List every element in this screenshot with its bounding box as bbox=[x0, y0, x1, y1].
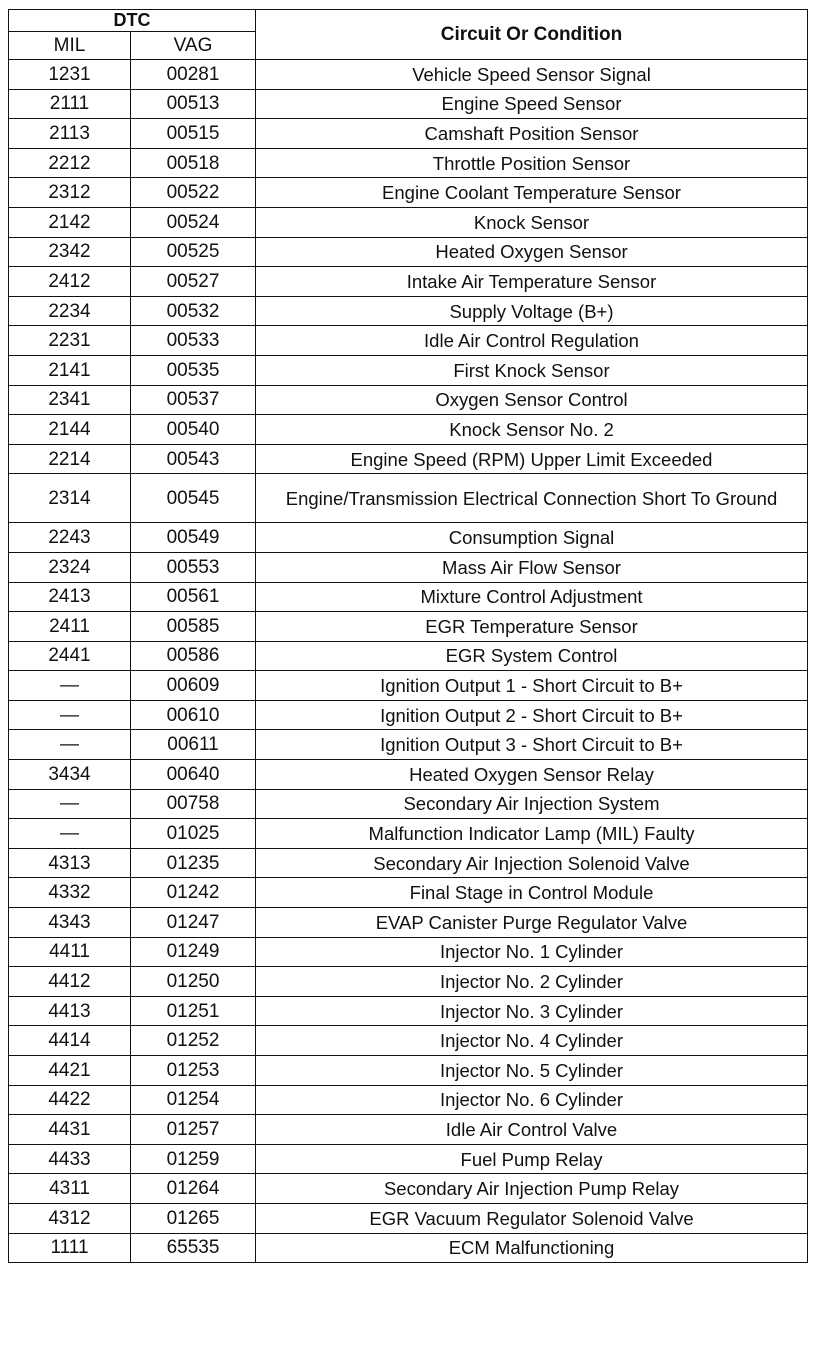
table-row bbox=[9, 148, 808, 178]
vag-code-cell: 00609 bbox=[131, 671, 256, 701]
vag-code-cell: 00553 bbox=[131, 552, 256, 582]
condition-cell: Secondary Air Injection System bbox=[256, 789, 808, 819]
condition-cell: Knock Sensor bbox=[256, 207, 808, 237]
vag-code-cell: 00532 bbox=[131, 296, 256, 326]
condition-cell: Injector No. 4 Cylinder bbox=[256, 1026, 808, 1056]
mil-code-cell: 2234 bbox=[9, 296, 131, 326]
vag-code-cell: 00524 bbox=[131, 207, 256, 237]
condition-cell: Secondary Air Injection Pump Relay bbox=[256, 1174, 808, 1204]
mil-code-cell: 2441 bbox=[9, 641, 131, 671]
vag-code-cell: 01247 bbox=[131, 908, 256, 938]
vag-code-cell: 00518 bbox=[131, 148, 256, 178]
vag-code-cell: 00561 bbox=[131, 582, 256, 612]
vag-code-cell: 00533 bbox=[131, 326, 256, 356]
condition-cell: Ignition Output 1 - Short Circuit to B+ bbox=[256, 671, 808, 701]
table-header bbox=[9, 10, 808, 60]
vag-code-cell: 00543 bbox=[131, 444, 256, 474]
vag-code-cell: 01254 bbox=[131, 1085, 256, 1115]
vag-code-cell: 01264 bbox=[131, 1174, 256, 1204]
mil-code-cell: 2342 bbox=[9, 237, 131, 267]
table-row bbox=[9, 178, 808, 208]
mil-code-cell: 3434 bbox=[9, 760, 131, 790]
condition-cell: Mass Air Flow Sensor bbox=[256, 552, 808, 582]
vag-code-cell: 00513 bbox=[131, 89, 256, 119]
condition-cell: Throttle Position Sensor bbox=[256, 148, 808, 178]
mil-code-cell: 4413 bbox=[9, 996, 131, 1026]
mil-code-cell: 4311 bbox=[9, 1174, 131, 1204]
condition-cell: Mixture Control Adjustment bbox=[256, 582, 808, 612]
condition-cell: EGR Vacuum Regulator Solenoid Valve bbox=[256, 1203, 808, 1233]
table-row bbox=[9, 641, 808, 671]
table-row bbox=[9, 908, 808, 938]
vag-code-cell: 01251 bbox=[131, 996, 256, 1026]
vag-code-cell: 01257 bbox=[131, 1115, 256, 1145]
table-row bbox=[9, 1026, 808, 1056]
condition-cell: Injector No. 1 Cylinder bbox=[256, 937, 808, 967]
condition-cell: Oxygen Sensor Control bbox=[256, 385, 808, 415]
vag-code-cell: 00535 bbox=[131, 355, 256, 385]
mil-code-cell: 4343 bbox=[9, 908, 131, 938]
mil-code-cell: 2113 bbox=[9, 119, 131, 149]
vag-code-cell: 00758 bbox=[131, 789, 256, 819]
vag-code-cell: 01025 bbox=[131, 819, 256, 849]
table-row bbox=[9, 996, 808, 1026]
condition-cell: EGR System Control bbox=[256, 641, 808, 671]
condition-cell: Vehicle Speed Sensor Signal bbox=[256, 60, 808, 90]
condition-cell: Injector No. 6 Cylinder bbox=[256, 1085, 808, 1115]
mil-code-cell: 1231 bbox=[9, 60, 131, 90]
vag-code-cell: 01252 bbox=[131, 1026, 256, 1056]
table-row bbox=[9, 119, 808, 149]
mil-code-cell: 4313 bbox=[9, 848, 131, 878]
table-row bbox=[9, 1056, 808, 1086]
condition-cell: Engine Speed (RPM) Upper Limit Exceeded bbox=[256, 444, 808, 474]
condition-cell: First Knock Sensor bbox=[256, 355, 808, 385]
condition-cell: Malfunction Indicator Lamp (MIL) Faulty bbox=[256, 819, 808, 849]
table-row bbox=[9, 730, 808, 760]
mil-column-header: MIL bbox=[9, 32, 131, 60]
condition-cell: Heated Oxygen Sensor Relay bbox=[256, 760, 808, 790]
vag-code-cell: 01259 bbox=[131, 1144, 256, 1174]
condition-cell: Injector No. 2 Cylinder bbox=[256, 967, 808, 997]
condition-cell: Idle Air Control Valve bbox=[256, 1115, 808, 1145]
table-row bbox=[9, 267, 808, 297]
table-row bbox=[9, 237, 808, 267]
table-row bbox=[9, 848, 808, 878]
condition-cell: Engine Coolant Temperature Sensor bbox=[256, 178, 808, 208]
table-row bbox=[9, 1203, 808, 1233]
mil-code-cell: 4414 bbox=[9, 1026, 131, 1056]
table-row bbox=[9, 1115, 808, 1145]
mil-code-cell: 4412 bbox=[9, 967, 131, 997]
condition-cell: Ignition Output 3 - Short Circuit to B+ bbox=[256, 730, 808, 760]
mil-code-cell: 2324 bbox=[9, 552, 131, 582]
table-row bbox=[9, 760, 808, 790]
vag-code-cell: 01253 bbox=[131, 1056, 256, 1086]
mil-code-cell: 4433 bbox=[9, 1144, 131, 1174]
dtc-table bbox=[8, 9, 808, 1263]
condition-cell: Heated Oxygen Sensor bbox=[256, 237, 808, 267]
condition-cell: Ignition Output 2 - Short Circuit to B+ bbox=[256, 700, 808, 730]
vag-code-cell: 01250 bbox=[131, 967, 256, 997]
table-row bbox=[9, 207, 808, 237]
dtc-group-header: DTC bbox=[9, 10, 256, 32]
vag-code-cell: 00640 bbox=[131, 760, 256, 790]
mil-code-cell: 4422 bbox=[9, 1085, 131, 1115]
mil-code-cell: 4332 bbox=[9, 878, 131, 908]
vag-code-cell: 00586 bbox=[131, 641, 256, 671]
mil-code-cell: 2141 bbox=[9, 355, 131, 385]
mil-code-cell: 2314 bbox=[9, 474, 131, 523]
table-row bbox=[9, 415, 808, 445]
mil-code-cell: 4421 bbox=[9, 1056, 131, 1086]
mil-code-cell: 4411 bbox=[9, 937, 131, 967]
condition-cell: Supply Voltage (B+) bbox=[256, 296, 808, 326]
vag-code-cell: 65535 bbox=[131, 1233, 256, 1263]
table-row bbox=[9, 296, 808, 326]
table-row bbox=[9, 60, 808, 90]
table-row bbox=[9, 1233, 808, 1263]
mil-code-cell: 2341 bbox=[9, 385, 131, 415]
vag-code-cell: 01249 bbox=[131, 937, 256, 967]
table-row bbox=[9, 819, 808, 849]
mil-code-cell: 2312 bbox=[9, 178, 131, 208]
table-row bbox=[9, 89, 808, 119]
condition-cell: Knock Sensor No. 2 bbox=[256, 415, 808, 445]
table-row bbox=[9, 1085, 808, 1115]
vag-code-cell: 01265 bbox=[131, 1203, 256, 1233]
condition-cell: Injector No. 5 Cylinder bbox=[256, 1056, 808, 1086]
condition-cell: EVAP Canister Purge Regulator Valve bbox=[256, 908, 808, 938]
condition-cell: Camshaft Position Sensor bbox=[256, 119, 808, 149]
mil-code-cell: 2231 bbox=[9, 326, 131, 356]
table-row bbox=[9, 326, 808, 356]
table-row bbox=[9, 385, 808, 415]
condition-cell: EGR Temperature Sensor bbox=[256, 612, 808, 642]
mil-code-cell: 2214 bbox=[9, 444, 131, 474]
condition-cell: Secondary Air Injection Solenoid Valve bbox=[256, 848, 808, 878]
vag-code-cell: 00540 bbox=[131, 415, 256, 445]
condition-cell: Injector No. 3 Cylinder bbox=[256, 996, 808, 1026]
table-row bbox=[9, 1174, 808, 1204]
vag-column-header: VAG bbox=[131, 32, 256, 60]
table-row bbox=[9, 937, 808, 967]
mil-code-cell: 4312 bbox=[9, 1203, 131, 1233]
condition-cell: ECM Malfunctioning bbox=[256, 1233, 808, 1263]
mil-code-cell: 2413 bbox=[9, 582, 131, 612]
table-body bbox=[9, 60, 808, 1263]
vag-code-cell: 00585 bbox=[131, 612, 256, 642]
mil-code-cell: 2243 bbox=[9, 523, 131, 553]
mil-code-cell: — bbox=[9, 789, 131, 819]
mil-code-cell: 4431 bbox=[9, 1115, 131, 1145]
vag-code-cell: 01235 bbox=[131, 848, 256, 878]
vag-code-cell: 01242 bbox=[131, 878, 256, 908]
table-row bbox=[9, 523, 808, 553]
mil-code-cell: 2142 bbox=[9, 207, 131, 237]
mil-code-cell: — bbox=[9, 700, 131, 730]
mil-code-cell: — bbox=[9, 730, 131, 760]
mil-code-cell: 2412 bbox=[9, 267, 131, 297]
mil-code-cell: 2111 bbox=[9, 89, 131, 119]
vag-code-cell: 00610 bbox=[131, 700, 256, 730]
table-row bbox=[9, 474, 808, 523]
header-row-group bbox=[9, 10, 808, 32]
mil-code-cell: — bbox=[9, 819, 131, 849]
condition-cell: Fuel Pump Relay bbox=[256, 1144, 808, 1174]
mil-code-cell: 2411 bbox=[9, 612, 131, 642]
mil-code-cell: — bbox=[9, 671, 131, 701]
table-row bbox=[9, 789, 808, 819]
vag-code-cell: 00525 bbox=[131, 237, 256, 267]
table-row bbox=[9, 612, 808, 642]
condition-cell: Intake Air Temperature Sensor bbox=[256, 267, 808, 297]
vag-code-cell: 00527 bbox=[131, 267, 256, 297]
condition-cell: Final Stage in Control Module bbox=[256, 878, 808, 908]
condition-column-header: Circuit Or Condition bbox=[256, 10, 808, 60]
mil-code-cell: 2144 bbox=[9, 415, 131, 445]
vag-code-cell: 00549 bbox=[131, 523, 256, 553]
table-row bbox=[9, 355, 808, 385]
vag-code-cell: 00515 bbox=[131, 119, 256, 149]
table-row bbox=[9, 552, 808, 582]
condition-cell: Consumption Signal bbox=[256, 523, 808, 553]
table-row bbox=[9, 878, 808, 908]
table-row bbox=[9, 582, 808, 612]
condition-cell: Engine Speed Sensor bbox=[256, 89, 808, 119]
condition-cell: Idle Air Control Regulation bbox=[256, 326, 808, 356]
table-row bbox=[9, 700, 808, 730]
table-row bbox=[9, 1144, 808, 1174]
table-row bbox=[9, 444, 808, 474]
table-row bbox=[9, 967, 808, 997]
vag-code-cell: 00281 bbox=[131, 60, 256, 90]
condition-cell: Engine/Transmission Electrical Connection Short To Ground bbox=[256, 474, 808, 523]
mil-code-cell: 1111 bbox=[9, 1233, 131, 1263]
vag-code-cell: 00537 bbox=[131, 385, 256, 415]
table-row bbox=[9, 671, 808, 701]
vag-code-cell: 00545 bbox=[131, 474, 256, 523]
vag-code-cell: 00522 bbox=[131, 178, 256, 208]
mil-code-cell: 2212 bbox=[9, 148, 131, 178]
vag-code-cell: 00611 bbox=[131, 730, 256, 760]
